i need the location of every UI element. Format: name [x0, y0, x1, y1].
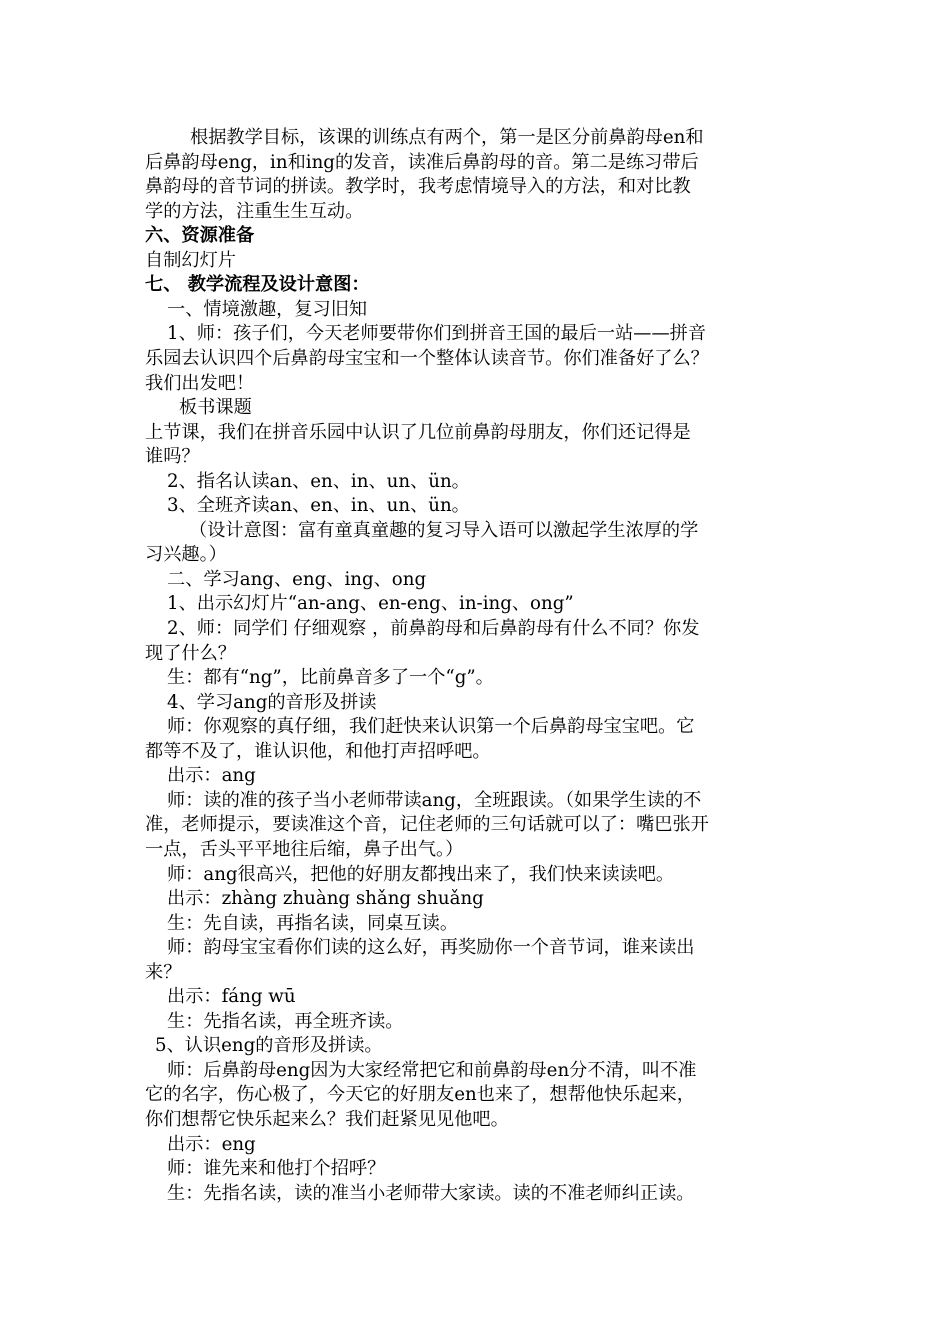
text-line: 二、学习ang、eng、ing、ong	[167, 568, 427, 590]
text-line: 5、认识eng的音形及拼读。	[155, 1035, 383, 1057]
text-line: 生：先指名读，读的准当小老师带大家读。读的不准老师纠正读。	[167, 1182, 695, 1204]
text-line: （设计意图：富有童真童趣的复习导入语可以激起学生浓厚的学	[189, 519, 699, 541]
text-line: 师：读的准的孩子当小老师带读ang，全班跟读。（如果学生读的不	[167, 789, 702, 811]
text-line: 上节课，我们在拼音乐园中认识了几位前鼻韵母朋友，你们还记得是	[145, 421, 691, 443]
text-line: 后鼻韵母eng，in和ing的发音，读准后鼻韵母的音。第二是练习带后	[145, 151, 699, 173]
text-line: 谁吗？	[145, 446, 200, 468]
text-line: 1、出示幻灯片“an-ang、en-eng、in-ing、ong”	[167, 593, 574, 615]
section-heading: 六、资源准备	[145, 225, 255, 247]
text-line: 出示：ang	[167, 765, 256, 787]
text-line: 习兴趣。）	[145, 544, 227, 566]
text-line: 它的名字，伤心极了，今天它的好朋友en也来了，想帮他快乐起来，	[145, 1084, 695, 1106]
text-line: 乐园去认识四个后鼻韵母宝宝和一个整体认读音节。你们准备好了么？	[145, 347, 709, 369]
text-line: 出示：eng	[167, 1133, 256, 1155]
text-line: 出示：zhàng zhuàng shǎng shuǎng	[167, 888, 484, 910]
text-line: 师：后鼻韵母eng因为大家经常把它和前鼻韵母en分不清，叫不准	[167, 1059, 697, 1081]
text-line: 我们出发吧！	[145, 372, 255, 394]
text-line: 学的方法，注重生生互动。	[145, 200, 364, 222]
text-line: 来？	[145, 961, 182, 983]
text-line: 1、师：孩子们，今天老师要带你们到拼音王国的最后一站——拼音	[167, 323, 707, 345]
text-line: 自制幻灯片	[145, 249, 236, 271]
text-line: 一、情境激趣，复习旧知	[167, 298, 368, 320]
text-line: 3、全班齐读an、en、in、un、ün。	[167, 495, 470, 517]
text-line: 你们想帮它快乐起来么？我们赶紧见见他吧。	[145, 1109, 509, 1130]
text-line: 师：韵母宝宝看你们读的这么好，再奖励你一个音节词，谁来读出	[167, 937, 695, 959]
text-line: 师：你观察的真仔细，我们赶快来认识第一个后鼻韵母宝宝吧。它	[167, 716, 695, 738]
text-line: 现了什么？	[145, 642, 236, 664]
text-line: 生：都有“ng”，比前鼻音多了一个“g”。	[167, 667, 494, 689]
text-line: 4、学习ang的音形及拼读	[167, 691, 377, 713]
text-line: 出示：fáng wū	[167, 986, 296, 1008]
text-line: 板书课题	[179, 397, 252, 419]
text-line: 2、指名认读an、en、in、un、ün。	[167, 470, 470, 492]
text-line: 师：谁先来和他打个招呼？	[167, 1158, 386, 1180]
text-line: 一点，舌头平平地往后缩，鼻子出气。）	[145, 838, 464, 860]
text-line: 准，老师提示，要读准这个音，记住老师的三句话就可以了：嘴巴张开	[145, 814, 709, 836]
text-line: 根据教学目标，该课的训练点有两个，第一是区分前鼻韵母en和	[190, 127, 704, 148]
text-line: 2、师：同学们 仔细观察 ，前鼻韵母和后鼻韵母有什么不同？你发	[167, 618, 700, 639]
text-line: 都等不及了，谁认识他，和他打声招呼吧。	[145, 740, 491, 762]
text-line: 师：ang很高兴，把他的好朋友都拽出来了，我们快来读读吧。	[167, 863, 675, 885]
text-line: 鼻韵母的音节词的拼读。教学时，我考虑情境导入的方法，和对比教	[145, 176, 691, 198]
text-line: 生：先自读，再指名读，同桌互读。	[167, 912, 459, 934]
text-line: 生：先指名读，再全班齐读。	[167, 1010, 404, 1032]
section-heading: 七、 教学流程及设计意图：	[145, 274, 370, 296]
